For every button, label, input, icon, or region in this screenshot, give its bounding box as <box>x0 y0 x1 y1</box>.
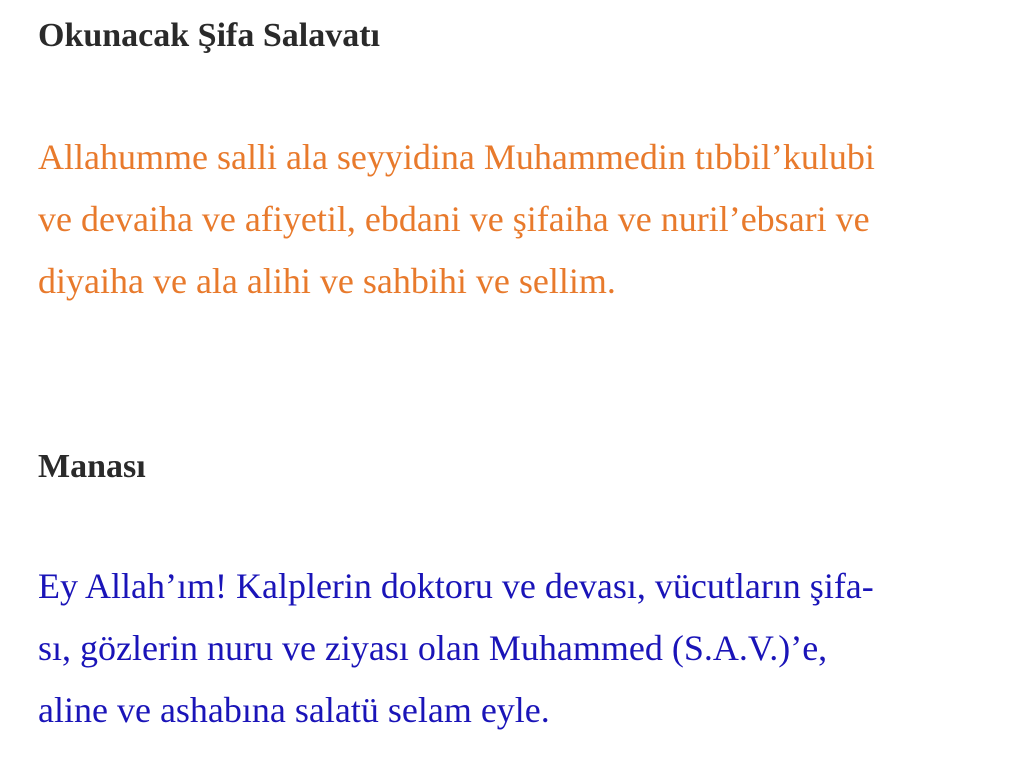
meaning-heading: Manası <box>38 448 146 485</box>
meaning-line-2: sı, gözlerin nuru ve ziyası olan Muhammed (S.A.V.)’e, <box>38 628 828 668</box>
meaning-line-3: aline ve ashabına salatü selam eyle. <box>38 690 550 730</box>
transliteration-line-3: diyaiha ve ala alihi ve sahbihi ve sellim. <box>38 261 616 301</box>
salavat-transliteration <box>38 126 875 312</box>
meaning-line-1: Ey Allah’ım! Kalplerin doktoru ve devası, vücutların şifa- <box>38 566 874 606</box>
meaning-text <box>38 555 874 741</box>
transliteration-line-1: Allahumme salli ala seyyidina Muhammedin tıbbil’kulubi <box>38 137 875 177</box>
transliteration-line-2: ve devaiha ve afiyetil, ebdani ve şifaiha ve nuril’ebsari ve <box>38 199 870 239</box>
salavat-heading: Okunacak Şifa Salavatı <box>38 17 380 54</box>
